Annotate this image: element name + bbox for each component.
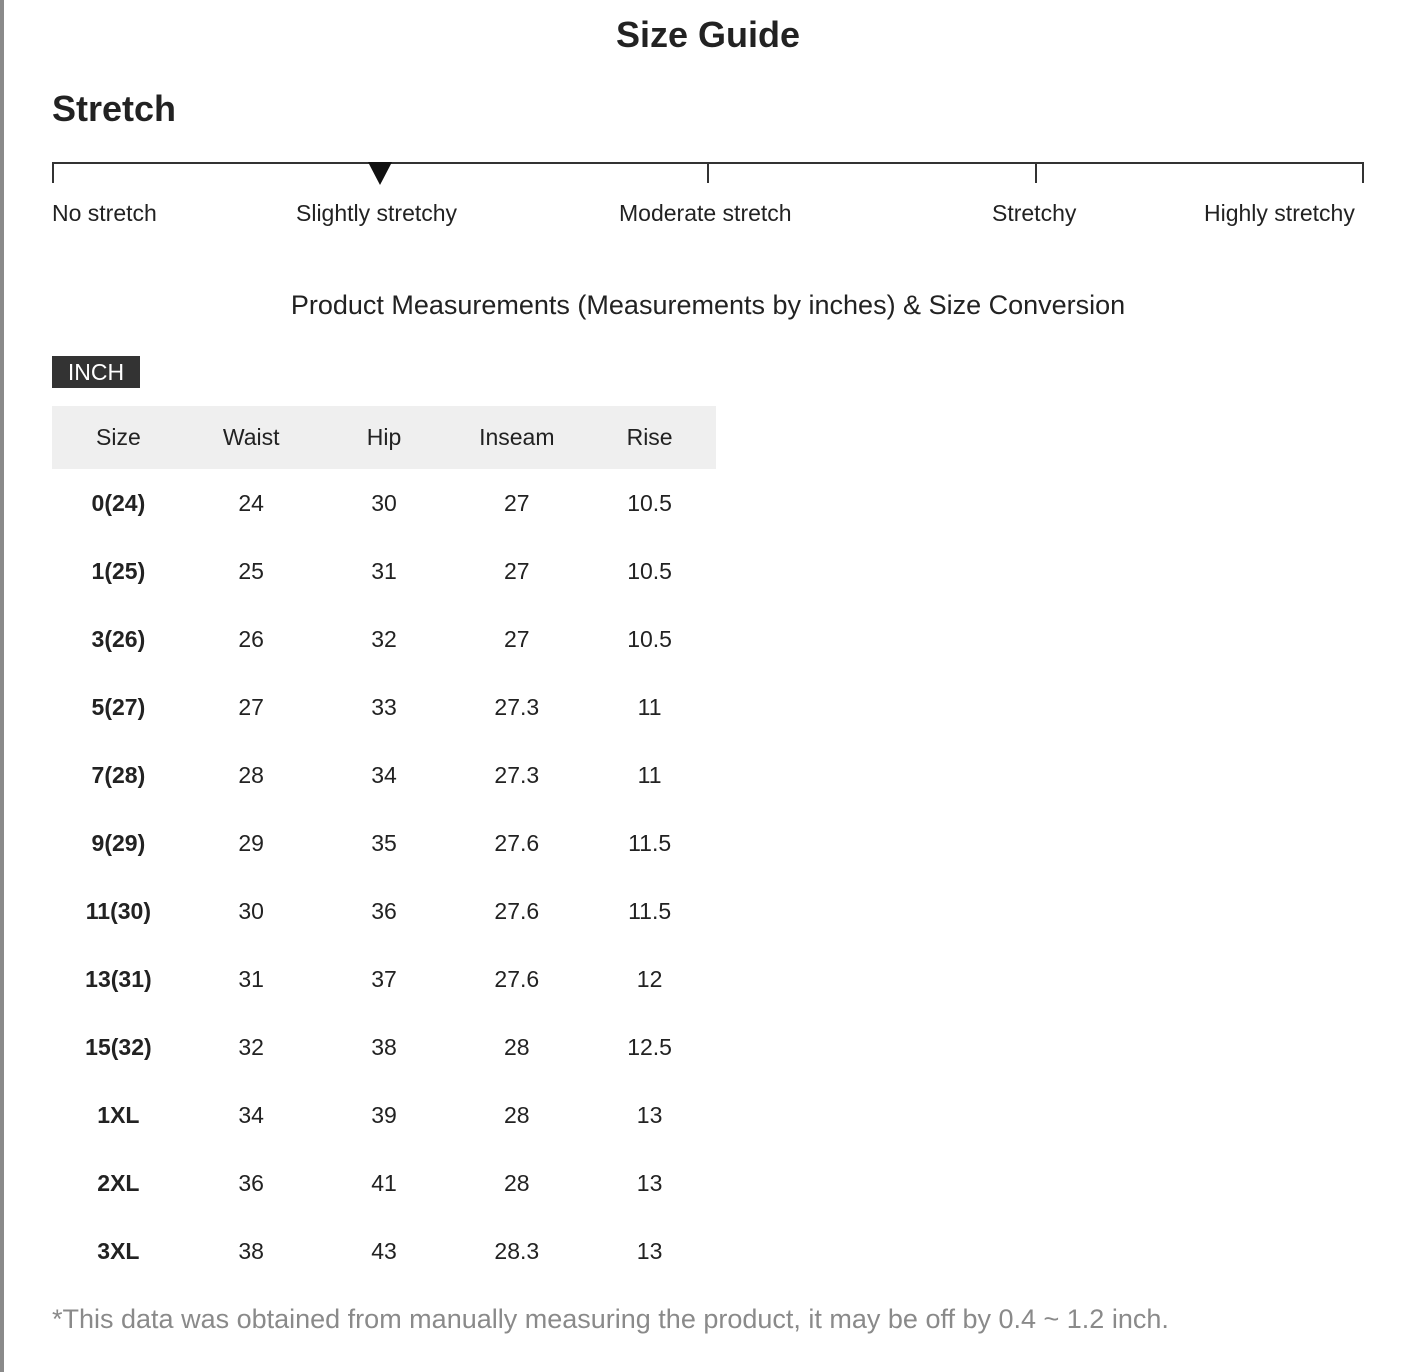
- hip-cell: 38: [371, 1033, 397, 1060]
- unit-tab-inch[interactable]: INCH: [52, 356, 140, 388]
- hip-cell: 35: [371, 829, 397, 856]
- rise-cell: 12.5: [627, 1033, 672, 1060]
- inseam-cell: 27.3: [494, 761, 540, 788]
- waist-cell: 28: [238, 761, 264, 788]
- hip-cell: 34: [371, 761, 397, 788]
- size-cell: 11(30): [85, 897, 151, 924]
- hip-cell: 33: [371, 693, 397, 720]
- size-cell: 1(25): [91, 557, 146, 584]
- stretch-scale-tick: [1362, 162, 1364, 183]
- inseam-cell: 27.6: [494, 829, 540, 856]
- size-cell: 7(28): [91, 761, 146, 788]
- column-header-hip: Hip: [318, 406, 451, 469]
- inseam-cell: 28: [503, 1169, 530, 1196]
- waist-cell: 31: [238, 965, 264, 992]
- table-row: [52, 1217, 716, 1285]
- waist-cell: 30: [238, 897, 264, 924]
- waist-cell: 32: [238, 1033, 264, 1060]
- inseam-cell: 27.6: [494, 897, 540, 924]
- measurements-heading: Product Measurements (Measurements by inches) & Size Conversion: [290, 290, 1126, 320]
- size-cell: 1XL: [97, 1101, 140, 1128]
- stretch-level-moderate-stretch: Moderate stretch: [619, 200, 792, 226]
- size-cell: 3(26): [91, 625, 146, 652]
- stretch-scale: [52, 162, 1364, 184]
- measurement-footnote: *This data was obtained from manually measuring the product, it may be off by 0.4 ~ 1.2 inch.: [52, 1304, 1169, 1334]
- waist-cell: 36: [238, 1169, 264, 1196]
- table-row: [52, 537, 716, 605]
- column-header-inseam: Inseam: [450, 406, 583, 469]
- hip-cell: 39: [371, 1101, 397, 1128]
- inseam-cell: 28: [503, 1101, 530, 1128]
- size-cell: 0(24): [91, 489, 146, 516]
- inseam-cell: 27: [503, 489, 530, 516]
- rise-cell: 11: [637, 761, 662, 788]
- waist-cell: 25: [238, 557, 264, 584]
- column-header-waist: Waist: [185, 406, 318, 469]
- table-row: [52, 1149, 716, 1217]
- table-row: [52, 945, 716, 1013]
- rise-cell: 10.5: [627, 557, 672, 584]
- hip-cell: 30: [371, 489, 397, 516]
- inseam-cell: 27.3: [494, 693, 540, 720]
- table-row: [52, 809, 716, 877]
- rise-cell: 13: [636, 1237, 663, 1264]
- hip-cell: 41: [371, 1169, 397, 1196]
- table-row: [52, 1081, 716, 1149]
- waist-cell: 38: [238, 1237, 264, 1264]
- inseam-cell: 27.6: [494, 965, 540, 992]
- size-cell: 13(31): [85, 965, 152, 992]
- rise-cell: 12: [636, 965, 663, 992]
- rise-cell: 13: [636, 1169, 663, 1196]
- hip-cell: 31: [371, 557, 397, 584]
- stretch-scale-tick: [707, 162, 709, 183]
- hip-cell: 36: [371, 897, 397, 924]
- rise-cell: 11.5: [628, 897, 672, 924]
- table-row: [52, 605, 716, 673]
- size-cell: 5(27): [91, 693, 146, 720]
- rise-cell: 10.5: [627, 625, 672, 652]
- stretch-level-no-stretch: No stretch: [52, 200, 157, 226]
- stretch-heading: Stretch: [52, 88, 177, 129]
- inseam-cell: 27: [503, 557, 530, 584]
- rise-cell: 13: [636, 1101, 663, 1128]
- stretch-level-slightly-stretchy: Slightly stretchy: [296, 200, 458, 226]
- waist-cell: 34: [238, 1101, 264, 1128]
- column-header-rise: Rise: [583, 406, 716, 469]
- stretch-level-highly-stretchy: Highly stretchy: [1204, 200, 1355, 226]
- size-cell: 15(32): [85, 1033, 152, 1060]
- stretch-level-stretchy: Stretchy: [992, 200, 1077, 226]
- size-cell: 9(29): [91, 829, 146, 856]
- table-row: [52, 673, 716, 741]
- table-header-row: [52, 406, 716, 469]
- size-cell: 2XL: [97, 1169, 140, 1196]
- stretch-scale-tick: [52, 162, 54, 183]
- table-row: [52, 1013, 716, 1081]
- hip-cell: 37: [371, 965, 397, 992]
- inseam-cell: 28.3: [494, 1237, 540, 1264]
- size-cell: 3XL: [97, 1237, 140, 1264]
- inseam-cell: 27: [503, 625, 530, 652]
- table-row: [52, 469, 716, 537]
- rise-cell: 11.5: [628, 829, 672, 856]
- rise-cell: 10.5: [627, 489, 672, 516]
- waist-cell: 26: [238, 625, 264, 652]
- inseam-cell: 28: [503, 1033, 530, 1060]
- waist-cell: 24: [238, 489, 264, 516]
- waist-cell: 27: [238, 693, 264, 720]
- column-header-size: Size: [52, 406, 185, 469]
- stretch-selected-marker-icon: [368, 162, 392, 185]
- hip-cell: 32: [371, 625, 397, 652]
- modal-title: Size Guide: [615, 14, 801, 55]
- stretch-scale-tick: [1035, 162, 1037, 183]
- waist-cell: 29: [238, 829, 264, 856]
- table-row: [52, 877, 716, 945]
- hip-cell: 43: [371, 1237, 397, 1264]
- rise-cell: 11: [637, 693, 662, 720]
- table-row: [52, 741, 716, 809]
- size-table: [52, 406, 716, 1285]
